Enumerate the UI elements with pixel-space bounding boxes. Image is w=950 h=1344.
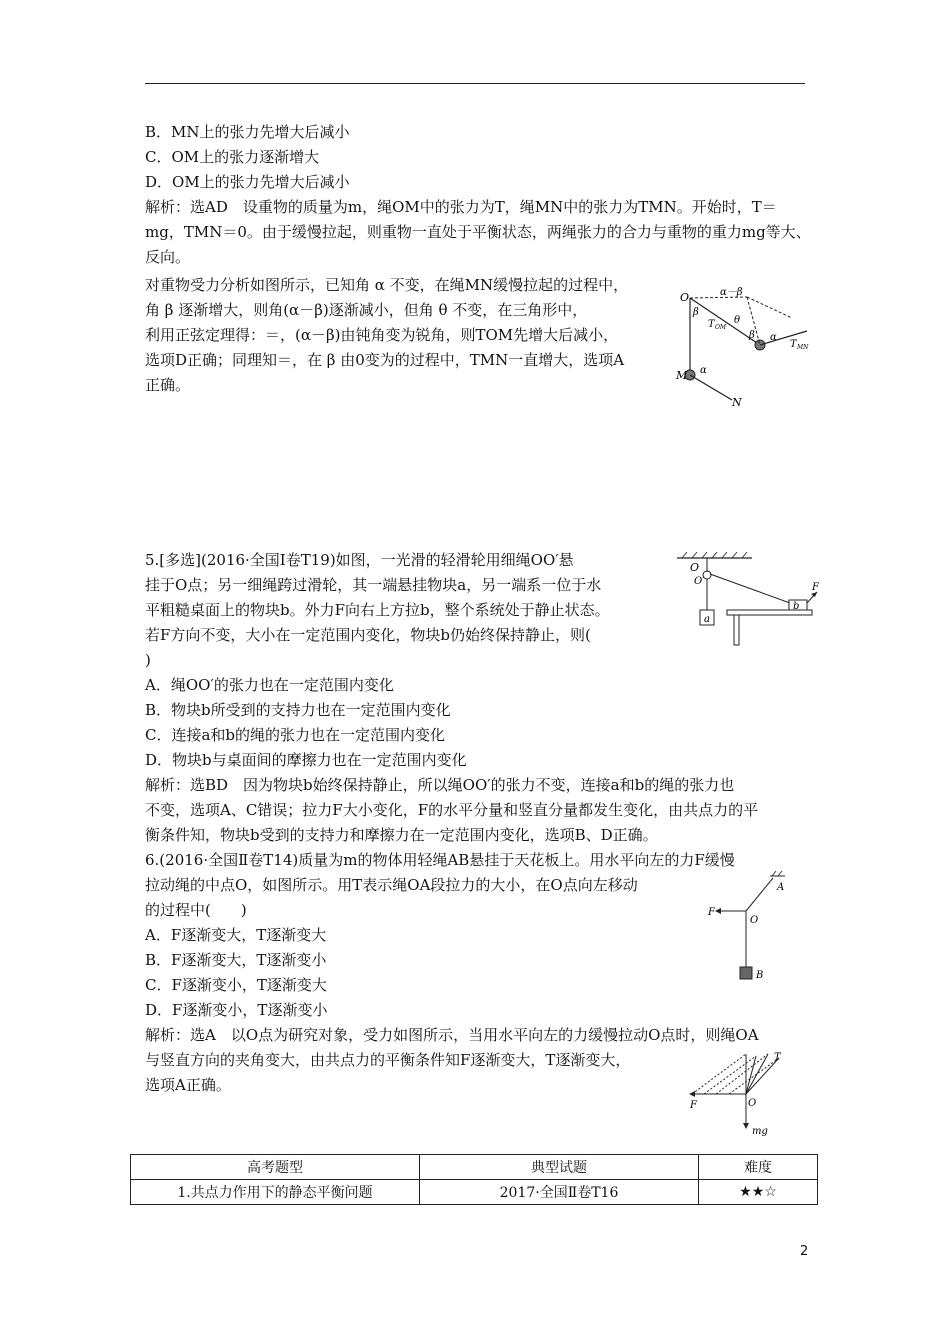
option-d: D．F逐渐变小，T逐渐变小	[145, 1001, 328, 1019]
cell-typical-question: 2017·全国Ⅱ卷T16	[420, 1180, 699, 1205]
label-alpha: α	[770, 332, 777, 343]
page-number: 2	[800, 1244, 809, 1259]
question-5-stem: 挂于O点；另一细绳跨过滑轮，其一端悬挂物块a，另一端系一位于水	[145, 576, 602, 594]
label-beta: β	[693, 307, 699, 318]
analysis-line: 解析：选BD 因为物块b始终保持静止，所以绳OO′的张力不变，连接a和b的绳的张力也	[145, 776, 735, 794]
label-alpha-minus-beta: α－β	[720, 287, 743, 298]
rope-diagram-figure-3	[700, 870, 800, 985]
label-T: T	[708, 319, 715, 330]
label-O: O	[750, 915, 759, 926]
label-O: O	[748, 1098, 757, 1109]
question-6-stem: 的过程中( )	[145, 901, 247, 919]
force-diagram-figure-4	[684, 1048, 794, 1140]
force-diagram-figure-1	[672, 283, 822, 413]
label-O-prime: O′	[694, 576, 705, 587]
table-row	[131, 1180, 818, 1205]
question-type-table	[130, 1154, 818, 1205]
label-F: F	[812, 582, 819, 593]
label-T: T	[774, 1052, 781, 1063]
analysis-line: 不变，选项A、C错误；拉力F大小变化，F的水平分量和竖直分量都发生变化，由共点力的平	[145, 801, 759, 819]
label-N: N	[732, 396, 742, 409]
question-5-stem: 5.[多选](2016·全国Ⅰ卷T19)如图，一光滑的轻滑轮用细绳OO′悬	[145, 551, 574, 569]
label-B: B	[756, 970, 764, 981]
question-6-stem: 6.(2016·全国Ⅱ卷T14)质量为m的物体用轻绳AB悬挂于天花板上。用水平向左的力F缓慢	[145, 851, 735, 869]
label-mg: mg	[752, 1126, 768, 1137]
header-difficulty: 难度	[699, 1155, 818, 1180]
option-b: B．F逐渐变大，T逐渐变小	[145, 951, 327, 969]
question-5-stem: 若F方向不变，大小在一定范围内变化，物块b仍始终保持静止，则(	[145, 626, 591, 644]
label-M: M	[676, 369, 688, 382]
label-theta: θ	[734, 315, 741, 326]
analysis-line: 选项A正确。	[145, 1076, 231, 1094]
label-F: F	[690, 1100, 697, 1111]
header-rule	[145, 83, 805, 84]
analysis-line: 衡条件知，物块b受到的支持力和摩擦力在一定范围内变化，选项B、D正确。	[145, 826, 658, 844]
option-c: C．F逐渐变小，T逐渐变大	[145, 976, 327, 994]
label-O: O	[690, 561, 700, 574]
label-T-2: T	[790, 339, 797, 350]
analysis-line: 角 β 逐渐增大，则角(α－β)逐渐减小，但角 θ 不变，在三角形中，	[145, 301, 588, 319]
label-a: a	[704, 614, 710, 625]
header-question-type: 高考题型	[131, 1155, 420, 1180]
table-header-row	[131, 1155, 818, 1180]
label-beta-2: β	[749, 330, 755, 341]
option-c: C．连接a和b的绳的张力也在一定范围内变化	[145, 726, 446, 744]
analysis-line: 选项D正确；同理知＝，在 β 由0变为的过程中，TMN一直增大，选项A	[145, 351, 625, 369]
pulley-diagram-figure-2	[672, 548, 822, 650]
label-A: A	[777, 882, 785, 893]
analysis-line: 解析：选AD 设重物的质量为m，绳OM中的张力为T，绳MN中的张力为TMN。开始时，T＝	[145, 198, 777, 216]
question-5-stem: 平粗糙桌面上的物块b。外力F向右上方拉b，整个系统处于静止状态。	[145, 601, 610, 619]
option-d: D．物块b与桌面间的摩擦力也在一定范围内变化	[145, 751, 467, 769]
question-6-stem: 拉动绳的中点O，如图所示。用T表示绳OA段拉力的大小，在O点向左移动	[145, 876, 638, 894]
analysis-line: mg，TMN＝0。由于缓慢拉起，则重物一直处于平衡状态，两绳张力的合力与重物的重力mg等大、	[145, 223, 811, 241]
option-a: A．F逐渐变大，T逐渐变大	[145, 926, 327, 944]
analysis-line: 与竖直方向的夹角变大，由共点力的平衡条件知F逐渐变大，T逐渐变大，	[145, 1051, 631, 1069]
option-b: B．物块b所受到的支持力也在一定范围内变化	[145, 701, 451, 719]
label-b: b	[793, 601, 800, 612]
label-O: O	[680, 291, 690, 304]
cell-question-type: 1.共点力作用下的静态平衡问题	[131, 1180, 420, 1205]
analysis-line: 正确。	[145, 376, 191, 394]
option-c-om: C．OM上的张力逐渐增大	[145, 148, 320, 166]
header-typical-question: 典型试题	[420, 1155, 699, 1180]
label-MN-subscript: MN	[797, 344, 809, 351]
analysis-line: 反向。	[145, 248, 191, 266]
cell-difficulty: ★★☆	[699, 1180, 818, 1205]
analysis-line: 对重物受力分析如图所示，已知角 α 不变，在绳MN缓慢拉起的过程中，	[145, 276, 629, 294]
label-OM-subscript: OM	[715, 324, 727, 331]
option-b-mn: B．MN上的张力先增大后减小	[145, 123, 350, 141]
option-a: A．绳OO′的张力也在一定范围内变化	[145, 676, 394, 694]
analysis-line: 解析：选A 以O点为研究对象，受力如图所示，当用水平向左的力缓慢拉动O点时，则绳OA	[145, 1026, 759, 1044]
label-alpha-2: α	[700, 365, 707, 376]
option-d-om: D．OM上的张力先增大后减小	[145, 173, 350, 191]
question-5-stem: )	[145, 651, 151, 669]
analysis-line: 利用正弦定理得：＝，(α－β)由钝角变为锐角，则TOM先增大后减小，	[145, 326, 619, 344]
label-F: F	[708, 907, 715, 918]
